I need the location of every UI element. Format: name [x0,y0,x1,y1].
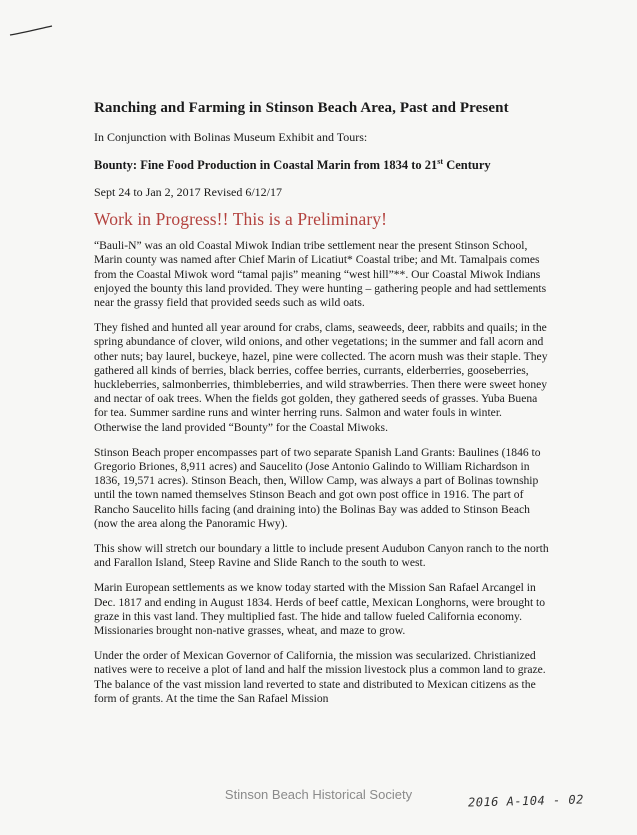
paragraph-show-boundary: This show will stretch our boundary a little to include present Audubon Canyon ranch to the north and Farallon Island, Steep Ravine and Slide Ranch to the south to west. [94,542,549,570]
paragraph-land-grants: Stinson Beach proper encompasses part of two separate Spanish Land Grants: Baulines (1846 to Gregorio Briones, 8,911 acres) and Saucelito (Jose Antonio Galindo to William Richardson in 1836, 19,571 acres). Stinson Beach, then, Willow Camp, was always a part of Bolinas township until the town named themselves Stinson Beach and got own post office in 1916. The part of Rancho Saucelito hills facing (and draining into) the Bolinas Bay was added to Stinson Beach (now the area along the Panoramic Hwy). [94,445,541,530]
historical-society-footer: Stinson Beach Historical Society [224,787,413,802]
accession-number: 2016 A-104 - 02 [467,792,585,810]
document-title: Ranching and Farming in Stinson Beach Area, Past and Present [94,100,509,116]
work-in-progress-notice: Work in Progress!! This is a Preliminary! [94,209,388,230]
paragraph-secularization: Under the order of Mexican Governor of California, the mission was secularized. Christianized natives were to receive a plot of land and half the mission livestock plus a common land to graze. The balance of the vast mission land reverted to state and distributed to Mexican citizens as the form of grants. At the time the San Rafael Mission [94,649,546,705]
bounty-heading [94,157,549,173]
exhibit-dates: Sept 24 to Jan 2, 2017 Revised 6/12/17 [94,185,282,200]
paragraph-fishing-hunting: They fished and hunted all year around for crabs, clams, seaweeds, deer, rabbits and quails; in the spring abundance of clover, wild onions, and other vegetations; in the summer and fall acorn and other nuts; bay laurel, buckeye, hazel, pine were collected. The acorn mush was their staple. They gathered all kinds of berries, black berries, coffee berries, currants, elderberries, gooseberries, huckleberries, salmonberries, thimbleberries, and wild strawberries. Then there were sweet honey and nectar of oak trees. When the fields got golden, they gathered seeds of grasses. Yuba Buena for tea. Summer sardine runs and winter herring runs. Salmon and water fouls in winter. Otherwise the land provided “Bounty” for the Coastal Miwoks. [94,321,548,434]
pen-stroke-mark [8,24,54,38]
document-body [94,100,549,717]
bounty-heading-main: Bounty: Fine Food Production in Coastal Marin from 1834 to 21 [94,158,438,173]
bounty-heading-sup: st [437,157,444,166]
exhibit-subtitle: In Conjunction with Bolinas Museum Exhibit and Tours: [94,130,368,144]
paragraph-european-settlements: Marin European settlements as we know today started with the Mission San Rafael Arcangel in Dec. 1817 and ending in August 1834. Herds of beef cattle, Mexican Longhorns, were brought to graze in this vast land. They multiplied fast. The hide and tallow fueled California economy. Missionaries brought non-native grasses, wheat, and maze to grow. [94,581,546,638]
paragraph-miwok-settlement: “Bauli-N” was an old Coastal Miwok Indian tribe settlement near the present Stinson School, Marin county was named after Chief Marin of Licatiut* Coastal tribe; and Mt. Tamalpais comes from the Coastal Miwok word “tamal pajis” meaning “west hill”**. Our Coastal Miwok Indians enjoyed the bounty this land provided. They were hunting – gathering people and had settlements near the grassy field that provided seeds such as wild oats. [94,239,547,309]
bounty-heading-end: Century [443,158,491,173]
